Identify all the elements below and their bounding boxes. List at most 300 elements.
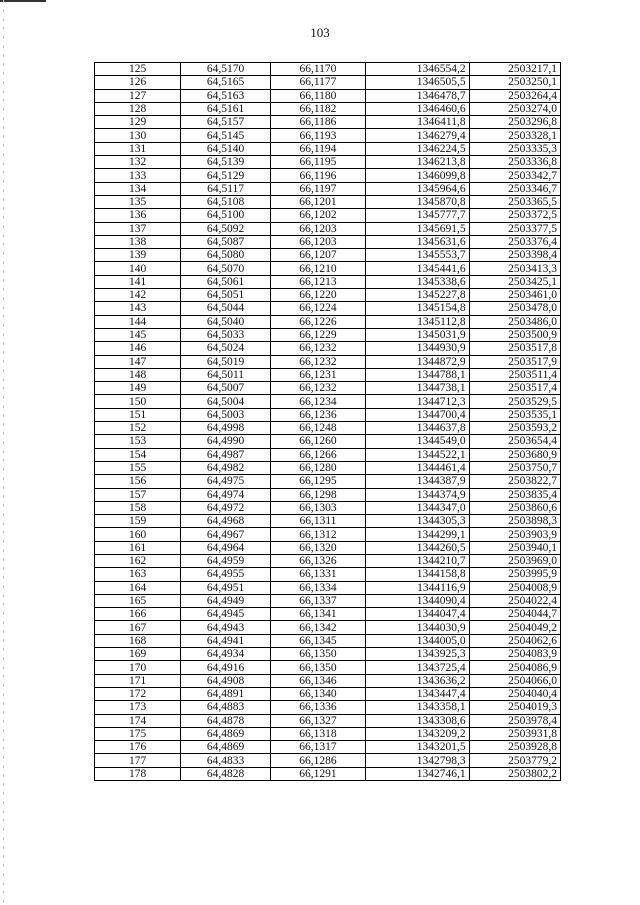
latitude-cell: 64,5019 — [181, 355, 270, 368]
point-number-cell: 148 — [95, 368, 181, 381]
point-number-cell: 141 — [95, 275, 181, 288]
longitude-cell: 66,1207 — [270, 249, 365, 262]
point-number-cell: 175 — [95, 727, 181, 740]
y-coordinate-cell: 2504062,6 — [469, 634, 560, 647]
x-coordinate-cell: 1344788,1 — [366, 368, 469, 381]
longitude-cell: 66,1342 — [270, 621, 365, 634]
y-coordinate-cell: 2503296,8 — [469, 116, 560, 129]
point-number-cell: 176 — [95, 741, 181, 754]
y-coordinate-cell: 2503365,5 — [469, 195, 560, 208]
y-coordinate-cell: 2503995,9 — [469, 568, 560, 581]
longitude-cell: 66,1196 — [270, 169, 365, 182]
x-coordinate-cell: 1344299,1 — [366, 528, 469, 541]
y-coordinate-cell: 2503398,4 — [469, 249, 560, 262]
y-coordinate-cell: 2503593,2 — [469, 422, 560, 435]
x-coordinate-cell: 1346460,6 — [366, 102, 469, 115]
longitude-cell: 66,1248 — [270, 422, 365, 435]
y-coordinate-cell: 2503335,3 — [469, 142, 560, 155]
latitude-cell: 64,4967 — [181, 528, 270, 541]
x-coordinate-cell: 1343358,1 — [366, 701, 469, 714]
table-row — [95, 528, 561, 541]
y-coordinate-cell: 2503978,4 — [469, 714, 560, 727]
x-coordinate-cell: 1344387,9 — [366, 475, 469, 488]
y-coordinate-cell: 2503517,9 — [469, 355, 560, 368]
longitude-cell: 66,1286 — [270, 754, 365, 767]
point-number-cell: 162 — [95, 554, 181, 567]
x-coordinate-cell: 1345227,8 — [366, 289, 469, 302]
x-coordinate-cell: 1344872,9 — [366, 355, 469, 368]
latitude-cell: 64,4949 — [181, 594, 270, 607]
point-number-cell: 137 — [95, 222, 181, 235]
latitude-cell: 64,4883 — [181, 701, 270, 714]
table-row — [95, 222, 561, 235]
y-coordinate-cell: 2503903,9 — [469, 528, 560, 541]
latitude-cell: 64,5004 — [181, 395, 270, 408]
latitude-cell: 64,5080 — [181, 249, 270, 262]
y-coordinate-cell: 2503376,4 — [469, 235, 560, 248]
point-number-cell: 158 — [95, 501, 181, 514]
latitude-cell: 64,4916 — [181, 661, 270, 674]
x-coordinate-cell: 1345553,7 — [366, 249, 469, 262]
latitude-cell: 64,5024 — [181, 342, 270, 355]
x-coordinate-cell: 1344930,9 — [366, 342, 469, 355]
x-coordinate-cell: 1344549,0 — [366, 435, 469, 448]
latitude-cell: 64,5044 — [181, 302, 270, 315]
point-number-cell: 135 — [95, 195, 181, 208]
x-coordinate-cell: 1344461,4 — [366, 461, 469, 474]
table-row — [95, 76, 561, 89]
longitude-cell: 66,1337 — [270, 594, 365, 607]
longitude-cell: 66,1210 — [270, 262, 365, 275]
x-coordinate-cell: 1346213,8 — [366, 156, 469, 169]
y-coordinate-cell: 2503969,0 — [469, 554, 560, 567]
point-number-cell: 130 — [95, 129, 181, 142]
table-row — [95, 701, 561, 714]
point-number-cell: 133 — [95, 169, 181, 182]
y-coordinate-cell: 2503750,7 — [469, 461, 560, 474]
longitude-cell: 66,1346 — [270, 674, 365, 687]
longitude-cell: 66,1345 — [270, 634, 365, 647]
y-coordinate-cell: 2504066,0 — [469, 674, 560, 687]
point-number-cell: 144 — [95, 315, 181, 328]
point-number-cell: 150 — [95, 395, 181, 408]
latitude-cell: 64,5100 — [181, 209, 270, 222]
x-coordinate-cell: 1344637,8 — [366, 422, 469, 435]
longitude-cell: 66,1312 — [270, 528, 365, 541]
latitude-cell: 64,5033 — [181, 328, 270, 341]
table-row — [95, 156, 561, 169]
x-coordinate-cell: 1344374,9 — [366, 488, 469, 501]
table-row — [95, 408, 561, 421]
latitude-cell: 64,4959 — [181, 554, 270, 567]
point-number-cell: 160 — [95, 528, 181, 541]
x-coordinate-cell: 1345870,8 — [366, 195, 469, 208]
table-row — [95, 116, 561, 129]
table-row — [95, 355, 561, 368]
longitude-cell: 66,1298 — [270, 488, 365, 501]
y-coordinate-cell: 2503931,8 — [469, 727, 560, 740]
x-coordinate-cell: 1343308,6 — [366, 714, 469, 727]
y-coordinate-cell: 2503511,4 — [469, 368, 560, 381]
longitude-cell: 66,1266 — [270, 448, 365, 461]
table-row — [95, 342, 561, 355]
table-row — [95, 195, 561, 208]
table-row — [95, 302, 561, 315]
coordinates-table — [94, 62, 561, 781]
x-coordinate-cell: 1346411,8 — [366, 116, 469, 129]
latitude-cell: 64,4982 — [181, 461, 270, 474]
y-coordinate-cell: 2503517,8 — [469, 342, 560, 355]
table-row — [95, 687, 561, 700]
latitude-cell: 64,4943 — [181, 621, 270, 634]
table-row — [95, 89, 561, 102]
longitude-cell: 66,1320 — [270, 541, 365, 554]
table-row — [95, 568, 561, 581]
latitude-cell: 64,4951 — [181, 581, 270, 594]
point-number-cell: 126 — [95, 76, 181, 89]
point-number-cell: 131 — [95, 142, 181, 155]
y-coordinate-cell: 2503860,6 — [469, 501, 560, 514]
y-coordinate-cell: 2503264,4 — [469, 89, 560, 102]
longitude-cell: 66,1291 — [270, 767, 365, 780]
table-row — [95, 315, 561, 328]
x-coordinate-cell: 1344522,1 — [366, 448, 469, 461]
latitude-cell: 64,4974 — [181, 488, 270, 501]
point-number-cell: 172 — [95, 687, 181, 700]
longitude-cell: 66,1236 — [270, 408, 365, 421]
longitude-cell: 66,1224 — [270, 302, 365, 315]
longitude-cell: 66,1350 — [270, 648, 365, 661]
y-coordinate-cell: 2504022,4 — [469, 594, 560, 607]
latitude-cell: 64,4972 — [181, 501, 270, 514]
table-row — [95, 634, 561, 647]
y-coordinate-cell: 2504040,4 — [469, 687, 560, 700]
y-coordinate-cell: 2503425,1 — [469, 275, 560, 288]
longitude-cell: 66,1295 — [270, 475, 365, 488]
table-row — [95, 368, 561, 381]
point-number-cell: 140 — [95, 262, 181, 275]
x-coordinate-cell: 1345691,5 — [366, 222, 469, 235]
latitude-cell: 64,5087 — [181, 235, 270, 248]
table-row — [95, 448, 561, 461]
table-row — [95, 289, 561, 302]
x-coordinate-cell: 1346224,5 — [366, 142, 469, 155]
longitude-cell: 66,1340 — [270, 687, 365, 700]
table-row — [95, 63, 561, 76]
point-number-cell: 127 — [95, 89, 181, 102]
y-coordinate-cell: 2503377,5 — [469, 222, 560, 235]
point-number-cell: 161 — [95, 541, 181, 554]
longitude-cell: 66,1350 — [270, 661, 365, 674]
y-coordinate-cell: 2504049,2 — [469, 621, 560, 634]
point-number-cell: 142 — [95, 289, 181, 302]
longitude-cell: 66,1182 — [270, 102, 365, 115]
latitude-cell: 64,4941 — [181, 634, 270, 647]
x-coordinate-cell: 1342798,3 — [366, 754, 469, 767]
table-row — [95, 275, 561, 288]
point-number-cell: 169 — [95, 648, 181, 661]
point-number-cell: 155 — [95, 461, 181, 474]
point-number-cell: 167 — [95, 621, 181, 634]
x-coordinate-cell: 1346279,4 — [366, 129, 469, 142]
x-coordinate-cell: 1344005,0 — [366, 634, 469, 647]
point-number-cell: 168 — [95, 634, 181, 647]
y-coordinate-cell: 2503822,7 — [469, 475, 560, 488]
latitude-cell: 64,4987 — [181, 448, 270, 461]
longitude-cell: 66,1318 — [270, 727, 365, 740]
latitude-cell: 64,4869 — [181, 727, 270, 740]
longitude-cell: 66,1280 — [270, 461, 365, 474]
longitude-cell: 66,1303 — [270, 501, 365, 514]
point-number-cell: 173 — [95, 701, 181, 714]
y-coordinate-cell: 2503250,1 — [469, 76, 560, 89]
table-row — [95, 262, 561, 275]
x-coordinate-cell: 1344305,3 — [366, 515, 469, 528]
x-coordinate-cell: 1343201,5 — [366, 741, 469, 754]
y-coordinate-cell: 2503336,8 — [469, 156, 560, 169]
longitude-cell: 66,1232 — [270, 382, 365, 395]
y-coordinate-cell: 2503500,9 — [469, 328, 560, 341]
longitude-cell: 66,1234 — [270, 395, 365, 408]
table-row — [95, 767, 561, 780]
point-number-cell: 139 — [95, 249, 181, 262]
longitude-cell: 66,1334 — [270, 581, 365, 594]
x-coordinate-cell: 1343925,3 — [366, 648, 469, 661]
latitude-cell: 64,4828 — [181, 767, 270, 780]
y-coordinate-cell: 2503898,3 — [469, 515, 560, 528]
point-number-cell: 163 — [95, 568, 181, 581]
latitude-cell: 64,4878 — [181, 714, 270, 727]
x-coordinate-cell: 1342746,1 — [366, 767, 469, 780]
point-number-cell: 129 — [95, 116, 181, 129]
point-number-cell: 171 — [95, 674, 181, 687]
latitude-cell: 64,5040 — [181, 315, 270, 328]
x-coordinate-cell: 1345631,6 — [366, 235, 469, 248]
table-row — [95, 142, 561, 155]
table-row — [95, 382, 561, 395]
table-row — [95, 594, 561, 607]
x-coordinate-cell: 1344158,8 — [366, 568, 469, 581]
x-coordinate-cell: 1343725,4 — [366, 661, 469, 674]
x-coordinate-cell: 1344090,4 — [366, 594, 469, 607]
table-row — [95, 488, 561, 501]
x-coordinate-cell: 1344047,4 — [366, 608, 469, 621]
x-coordinate-cell: 1346478,7 — [366, 89, 469, 102]
x-coordinate-cell: 1344210,7 — [366, 554, 469, 567]
latitude-cell: 64,5011 — [181, 368, 270, 381]
latitude-cell: 64,4975 — [181, 475, 270, 488]
x-coordinate-cell: 1345441,6 — [366, 262, 469, 275]
point-number-cell: 128 — [95, 102, 181, 115]
longitude-cell: 66,1213 — [270, 275, 365, 288]
longitude-cell: 66,1202 — [270, 209, 365, 222]
x-coordinate-cell: 1345112,8 — [366, 315, 469, 328]
latitude-cell: 64,4968 — [181, 515, 270, 528]
longitude-cell: 66,1177 — [270, 76, 365, 89]
latitude-cell: 64,5170 — [181, 63, 270, 76]
y-coordinate-cell: 2503928,8 — [469, 741, 560, 754]
longitude-cell: 66,1170 — [270, 63, 365, 76]
latitude-cell: 64,4945 — [181, 608, 270, 621]
latitude-cell: 64,5161 — [181, 102, 270, 115]
x-coordinate-cell: 1346505,5 — [366, 76, 469, 89]
y-coordinate-cell: 2503274,0 — [469, 102, 560, 115]
x-coordinate-cell: 1345031,9 — [366, 328, 469, 341]
point-number-cell: 136 — [95, 209, 181, 222]
y-coordinate-cell: 2503328,1 — [469, 129, 560, 142]
longitude-cell: 66,1180 — [270, 89, 365, 102]
x-coordinate-cell: 1345154,8 — [366, 302, 469, 315]
point-number-cell: 156 — [95, 475, 181, 488]
y-coordinate-cell: 2503217,1 — [469, 63, 560, 76]
table-row — [95, 608, 561, 621]
y-coordinate-cell: 2504083,9 — [469, 648, 560, 661]
y-coordinate-cell: 2503372,5 — [469, 209, 560, 222]
table-row — [95, 554, 561, 567]
latitude-cell: 64,5129 — [181, 169, 270, 182]
latitude-cell: 64,5139 — [181, 156, 270, 169]
longitude-cell: 66,1195 — [270, 156, 365, 169]
point-number-cell: 145 — [95, 328, 181, 341]
point-number-cell: 177 — [95, 754, 181, 767]
table-row — [95, 422, 561, 435]
latitude-cell: 64,5157 — [181, 116, 270, 129]
table-row — [95, 727, 561, 740]
table-row — [95, 515, 561, 528]
latitude-cell: 64,4908 — [181, 674, 270, 687]
table-row — [95, 754, 561, 767]
table-row — [95, 501, 561, 514]
point-number-cell: 157 — [95, 488, 181, 501]
latitude-cell: 64,5007 — [181, 382, 270, 395]
point-number-cell: 165 — [95, 594, 181, 607]
table-row — [95, 209, 561, 222]
point-number-cell: 143 — [95, 302, 181, 315]
x-coordinate-cell: 1344260,5 — [366, 541, 469, 554]
latitude-cell: 64,5140 — [181, 142, 270, 155]
x-coordinate-cell: 1345338,6 — [366, 275, 469, 288]
page-edge-mark — [3, 0, 4, 905]
longitude-cell: 66,1331 — [270, 568, 365, 581]
y-coordinate-cell: 2503529,5 — [469, 395, 560, 408]
latitude-cell: 64,5165 — [181, 76, 270, 89]
y-coordinate-cell: 2503535,1 — [469, 408, 560, 421]
latitude-cell: 64,4955 — [181, 568, 270, 581]
point-number-cell: 164 — [95, 581, 181, 594]
y-coordinate-cell: 2503486,0 — [469, 315, 560, 328]
point-number-cell: 174 — [95, 714, 181, 727]
longitude-cell: 66,1260 — [270, 435, 365, 448]
point-number-cell: 159 — [95, 515, 181, 528]
longitude-cell: 66,1193 — [270, 129, 365, 142]
latitude-cell: 64,4934 — [181, 648, 270, 661]
x-coordinate-cell: 1344738,1 — [366, 382, 469, 395]
point-number-cell: 153 — [95, 435, 181, 448]
table-row — [95, 581, 561, 594]
x-coordinate-cell: 1345777,7 — [366, 209, 469, 222]
point-number-cell: 125 — [95, 63, 181, 76]
point-number-cell: 152 — [95, 422, 181, 435]
longitude-cell: 66,1336 — [270, 701, 365, 714]
y-coordinate-cell: 2503342,7 — [469, 169, 560, 182]
latitude-cell: 64,5092 — [181, 222, 270, 235]
longitude-cell: 66,1197 — [270, 182, 365, 195]
y-coordinate-cell: 2504086,9 — [469, 661, 560, 674]
table-row — [95, 249, 561, 262]
longitude-cell: 66,1201 — [270, 195, 365, 208]
point-number-cell: 138 — [95, 235, 181, 248]
y-coordinate-cell: 2503517,4 — [469, 382, 560, 395]
y-coordinate-cell: 2503654,4 — [469, 435, 560, 448]
y-coordinate-cell: 2503461,0 — [469, 289, 560, 302]
x-coordinate-cell: 1344700,4 — [366, 408, 469, 421]
x-coordinate-cell: 1343636,2 — [366, 674, 469, 687]
longitude-cell: 66,1203 — [270, 235, 365, 248]
longitude-cell: 66,1341 — [270, 608, 365, 621]
y-coordinate-cell: 2503802,2 — [469, 767, 560, 780]
x-coordinate-cell: 1344347,0 — [366, 501, 469, 514]
table-row — [95, 714, 561, 727]
page-number: 103 — [310, 25, 330, 40]
latitude-cell: 64,4833 — [181, 754, 270, 767]
latitude-cell: 64,4990 — [181, 435, 270, 448]
point-number-cell: 166 — [95, 608, 181, 621]
x-coordinate-cell: 1346099,8 — [366, 169, 469, 182]
point-number-cell: 149 — [95, 382, 181, 395]
latitude-cell: 64,4964 — [181, 541, 270, 554]
longitude-cell: 66,1229 — [270, 328, 365, 341]
y-coordinate-cell: 2504044,7 — [469, 608, 560, 621]
x-coordinate-cell: 1344030,9 — [366, 621, 469, 634]
y-coordinate-cell: 2503779,2 — [469, 754, 560, 767]
table-row — [95, 741, 561, 754]
corner-line — [0, 0, 46, 2]
y-coordinate-cell: 2504019,3 — [469, 701, 560, 714]
point-number-cell: 147 — [95, 355, 181, 368]
x-coordinate-cell: 1344712,3 — [366, 395, 469, 408]
table-row — [95, 395, 561, 408]
y-coordinate-cell: 2503413,3 — [469, 262, 560, 275]
table-row — [95, 182, 561, 195]
latitude-cell: 64,4891 — [181, 687, 270, 700]
table-row — [95, 475, 561, 488]
longitude-cell: 66,1232 — [270, 355, 365, 368]
table-row — [95, 541, 561, 554]
latitude-cell: 64,4998 — [181, 422, 270, 435]
latitude-cell: 64,5117 — [181, 182, 270, 195]
y-coordinate-cell: 2503940,1 — [469, 541, 560, 554]
longitude-cell: 66,1327 — [270, 714, 365, 727]
table-row — [95, 661, 561, 674]
x-coordinate-cell: 1343447,4 — [366, 687, 469, 700]
y-coordinate-cell: 2504008,9 — [469, 581, 560, 594]
y-coordinate-cell: 2503680,9 — [469, 448, 560, 461]
table-row — [95, 648, 561, 661]
latitude-cell: 64,5145 — [181, 129, 270, 142]
table-row — [95, 621, 561, 634]
longitude-cell: 66,1203 — [270, 222, 365, 235]
point-number-cell: 170 — [95, 661, 181, 674]
longitude-cell: 66,1226 — [270, 315, 365, 328]
latitude-cell: 64,5051 — [181, 289, 270, 302]
latitude-cell: 64,5108 — [181, 195, 270, 208]
table-row — [95, 674, 561, 687]
table-row — [95, 129, 561, 142]
x-coordinate-cell: 1346554,2 — [366, 63, 469, 76]
table-row — [95, 235, 561, 248]
point-number-cell: 146 — [95, 342, 181, 355]
longitude-cell: 66,1317 — [270, 741, 365, 754]
